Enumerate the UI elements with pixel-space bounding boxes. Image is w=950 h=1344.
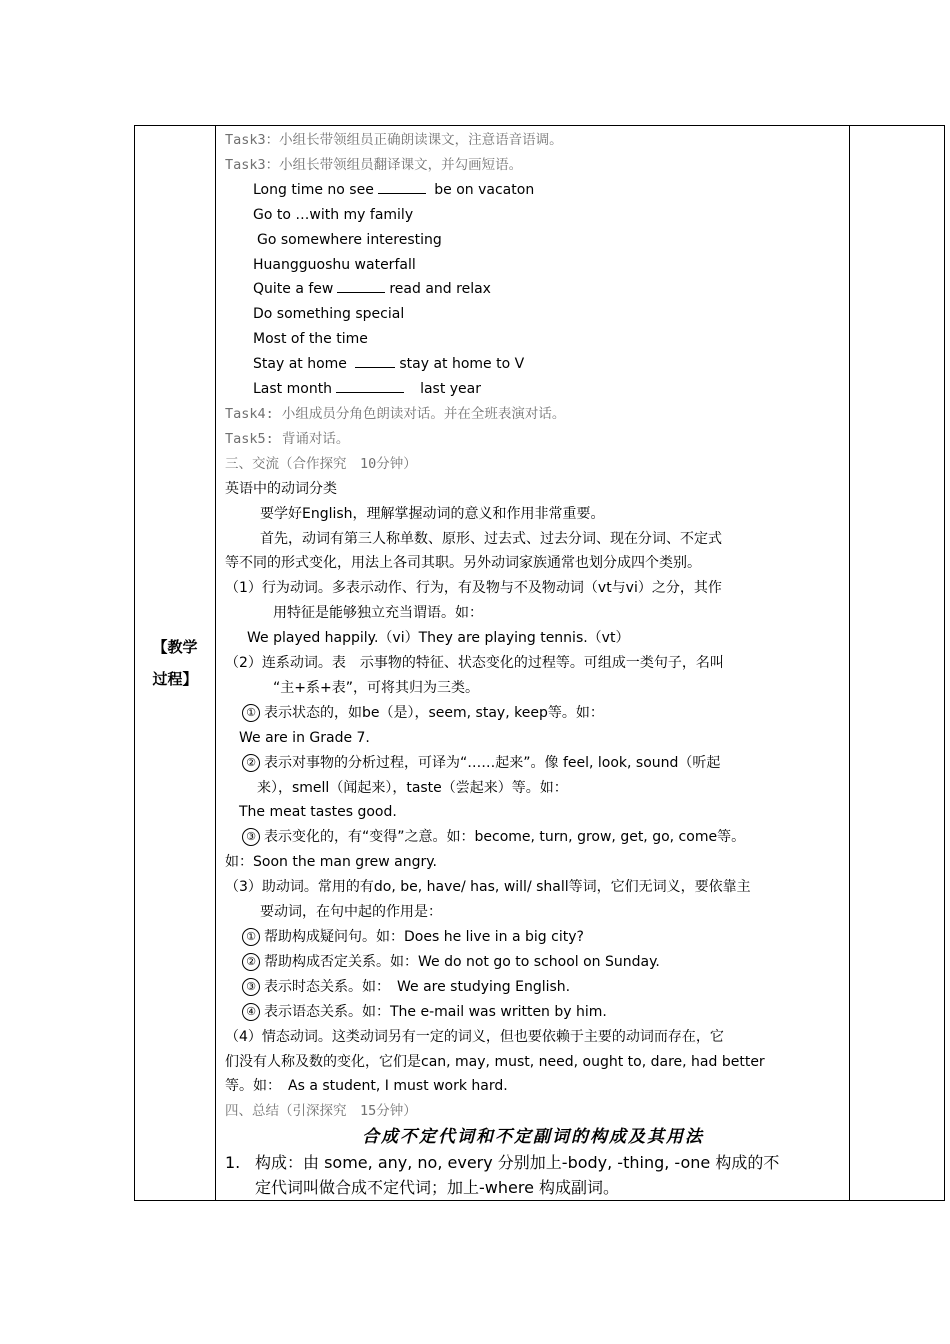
circled-number: ③ [242,828,260,846]
intro-line: 要学好English，理解掌握动词的意义和作用非常重要。 [260,505,605,522]
category-4-example: 等。如： As a student, I must work hard. [225,1078,508,1095]
section3-subtitle: 英语中的动词分类 [225,480,337,497]
phrase: last year [420,381,481,398]
phrase: read and relax [389,281,491,298]
example-line: The meat tastes good. [239,804,397,821]
phrase: Stay at home [253,356,347,373]
circled-number: ② [242,953,260,971]
circled-number: ③ [242,978,260,996]
phrase: Long time no see [253,181,374,198]
phrase-line [225,178,841,203]
category-4: （4）情态动词。这类动词另有一定的词义，但也要依赖于主要的动词而存在，它 [225,1028,724,1045]
category-2: （2）连系动词。表 示事物的特征、状态变化的过程等。可组成一类句子，名叫 [225,655,724,672]
label-line-1: 【教学 [152,638,198,657]
category-4-cont: 们没有人称及数的变化，它们是can, may, must, need, ought to, dare, had better [225,1053,765,1070]
subitem [225,975,841,1000]
fill-blank [337,278,385,293]
phrase-line: Go somewhere interesting [257,231,442,248]
content-cell [216,126,850,1201]
phrase: Quite a few [253,281,334,298]
section4-title: 四、总结（引深探究 15分钟） [225,1103,417,1120]
phrase: stay at home to V [399,356,525,373]
section4-heading: 合成不定代词和不定副词的构成及其用法 [362,1127,704,1148]
numbered-item-line-1 [225,1150,841,1175]
phrase-line: Do something special [253,306,405,323]
phrase: Last month [253,381,333,398]
phrase-line: Go to …with my family [253,206,414,223]
label-cell [135,126,216,1201]
item-text: 构成：由 some, any, no, every 分别加上-body, -thing, -one 构成的不 [255,1153,780,1173]
phrase: be on vacaton [434,181,535,198]
phrase-line [225,377,841,402]
lesson-table [134,125,945,1201]
section3-title: 三、交流（合作探究 10分钟） [225,455,417,472]
category-1-cont: 用特征是能够独立充当谓语。如： [273,605,483,622]
label-line-2: 过程】 [152,670,198,689]
notes-cell [850,126,945,1201]
example-line: We are in Grade 7. [239,729,370,746]
task5: Task5: 背诵对话。 [225,430,350,447]
subitem-text: 帮助构成否定关系。如：We do not go to school on Sunday. [264,953,660,970]
phrase-line [225,277,841,302]
category-1-example: We played happily.（vi）They are playing tennis.（vt） [247,630,630,647]
subitem [225,701,841,726]
subitem [225,751,841,776]
circled-number: ① [242,704,260,722]
task3-translate: Task3：小组长带领组员翻译课文，并勾画短语。 [225,156,523,173]
subitem-text: 表示状态的，如be（是），seem, stay, keep等。如： [264,704,604,721]
example-line: 如：Soon the man grew angry. [225,854,437,871]
numbered-item [225,1150,841,1200]
intro-line: 首先，动词有第三人称单数、原形、过去式、过去分词、现在分词、不定式 [260,530,722,547]
category-3: （3）助动词。常用的有do, be, have/ has, will/ shall等词，它们无词义，要依靠主 [225,879,751,896]
task3-read: Task3：小组长带领组员正确朗读课文，注意语音语调。 [225,132,563,148]
subitem-text: 表示语态关系。如：The e-mail was written by him. [264,1003,607,1020]
phrase-line: Most of the time [253,331,368,348]
circled-number: ① [242,928,260,946]
subitem [225,1000,841,1025]
category-3-cont: 要动词，在句中起的作用是： [260,904,442,921]
category-1: （1）行为动词。多表示动作、行为，有及物与不及物动词（vt与vi）之分，其作 [225,580,722,597]
subitem [225,825,841,850]
subitem-text: 表示变化的，有“变得”之意。如：become, turn, grow, get, go, come等。 [264,829,746,846]
subitem [225,950,841,975]
subitem-text: 表示时态关系。如： We are studying English. [264,978,571,995]
subitem-text: 表示对事物的分析过程，可译为“……起来”。像 feel, look, sound（听起 [264,754,721,771]
phrase-line: Huangguoshu waterfall [253,256,416,273]
fill-blank [378,179,426,194]
item-number: 1. [225,1153,241,1173]
task4: Task4: 小组成员分角色朗读对话。并在全班表演对话。 [225,405,566,422]
subitem-cont: 来），smell（闻起来），taste（尝起来）等。如： [257,779,568,796]
numbered-item-line-2: 定代词叫做合成不定代词；加上-where 构成副词。 [255,1178,620,1198]
circled-number: ② [242,754,260,772]
circled-number: ④ [242,1003,260,1021]
category-2-cont: “主+系+表”，可将其归为三类。 [273,679,479,696]
subitem [225,925,841,950]
intro-line: 等不同的形式变化，用法上各司其职。另外动词家族通常也划分成四个类别。 [225,555,701,572]
phrase-line [225,352,841,377]
fill-blank [355,353,395,368]
subitem-text: 帮助构成疑问句。如：Does he live in a big city? [264,929,584,945]
fill-blank [336,378,404,393]
